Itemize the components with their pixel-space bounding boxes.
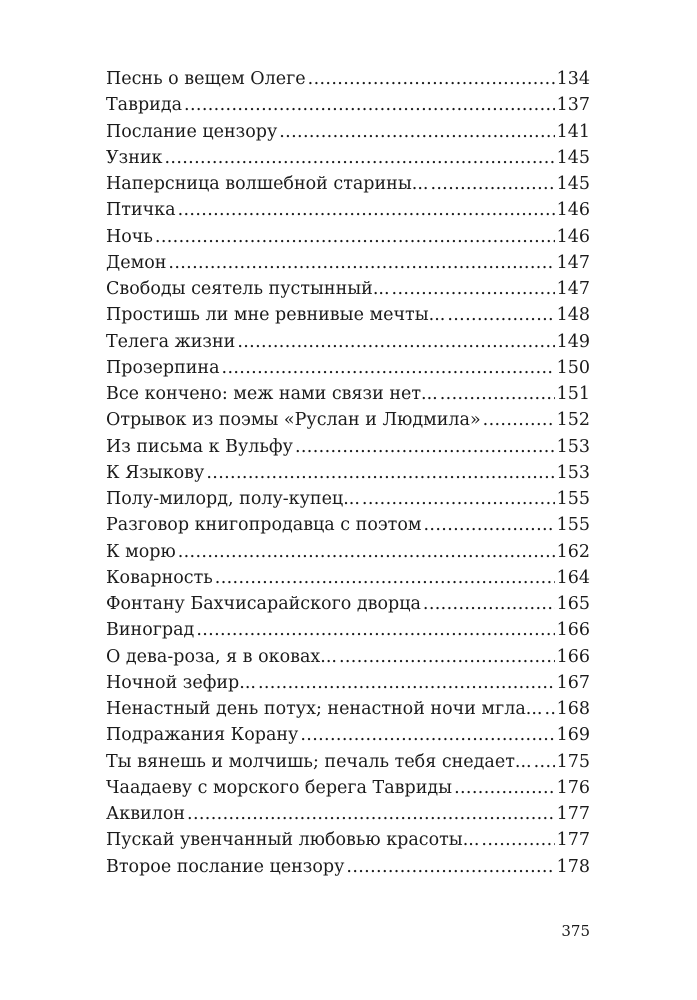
dot-leader — [392, 276, 555, 302]
dot-leader — [454, 775, 555, 801]
dot-leader — [308, 66, 555, 92]
toc-entry-title: Таврида — [106, 95, 183, 116]
toc-entry — [106, 512, 590, 538]
dot-leader — [544, 696, 554, 722]
toc-entry-title: Чаадаеву с морского берега Тавриды — [106, 777, 453, 798]
toc-entry — [106, 302, 590, 328]
toc-entry-page: 169 — [556, 725, 590, 746]
toc-entry-title: Простишь ли мне ревнивые мечты... — [106, 305, 446, 326]
toc-entry-title: Послание цензору — [106, 121, 278, 142]
toc-entry-page: 145 — [556, 174, 590, 194]
toc-entry — [106, 539, 590, 565]
toc-entry-page: 148 — [556, 305, 590, 326]
dot-leader — [164, 145, 554, 171]
toc-entry — [106, 591, 590, 617]
toc-entry — [106, 250, 590, 276]
toc-entry — [106, 722, 590, 748]
toc-entry — [106, 119, 590, 145]
toc-entry — [106, 617, 590, 643]
dot-leader — [423, 591, 555, 617]
dot-leader — [534, 749, 555, 775]
toc-entry-page: 152 — [556, 410, 590, 431]
toc-entry — [106, 145, 590, 171]
toc-entry-page: 177 — [556, 830, 590, 851]
toc-entry — [106, 827, 590, 853]
toc-entry-page: 137 — [556, 95, 590, 116]
toc-entry — [106, 749, 590, 775]
toc-entry — [106, 460, 590, 486]
dot-leader — [187, 801, 555, 827]
dot-leader — [481, 827, 554, 853]
toc-entry — [106, 696, 590, 722]
toc-entry-page: 175 — [556, 751, 590, 772]
dot-leader — [424, 512, 555, 538]
toc-entry-page: 178 — [556, 856, 590, 877]
dot-leader — [483, 407, 555, 433]
toc-entry — [106, 801, 590, 827]
toc-entry-title: Пускай увенчанный любовью красоты... — [106, 830, 480, 851]
dot-leader — [196, 617, 554, 643]
toc-entry-page: 146 — [556, 226, 590, 247]
toc-entry-title: К Языкову — [106, 462, 205, 483]
toc-entry-title: Фонтану Бахчисарайского дворца — [106, 594, 421, 614]
toc-entry-page: 153 — [556, 436, 590, 457]
toc-entry-title: Свободы сеятель пустынный... — [106, 279, 390, 299]
toc-entry-title: Аквилон — [106, 804, 186, 824]
dot-leader — [295, 434, 555, 460]
dot-leader — [222, 355, 555, 381]
toc-entry-title: Разговор книгопродавца с поэтом — [106, 515, 422, 536]
toc-entry — [106, 644, 590, 670]
toc-entry-title: Ты вянешь и молчишь; печаль тебя снедает... — [106, 751, 532, 772]
toc-entry — [106, 92, 590, 118]
toc-entry-title: Коварность — [106, 567, 213, 588]
toc-entry — [106, 434, 590, 460]
toc-entry-title: Прозерпина — [106, 357, 220, 378]
toc-entry-title: Виноград — [106, 620, 195, 641]
page-number: 375 — [561, 922, 590, 940]
toc-entry-title: Подражания Корану — [106, 725, 299, 746]
toc-entry — [106, 407, 590, 433]
dot-leader — [346, 854, 554, 880]
dot-leader — [206, 460, 554, 486]
toc-entry-page: 147 — [556, 252, 590, 273]
toc-entry-page: 155 — [556, 489, 590, 509]
dot-leader — [300, 722, 554, 748]
toc-entry — [106, 276, 590, 302]
toc-entry — [106, 197, 590, 223]
toc-entry-page: 167 — [556, 672, 590, 693]
toc-entry — [106, 486, 590, 512]
toc-entry-page: 141 — [556, 121, 590, 142]
table-of-contents — [106, 66, 590, 880]
toc-entry-title: Ночь — [106, 226, 153, 247]
toc-entry-page: 150 — [556, 357, 590, 378]
toc-entry-title: Второе послание цензору — [106, 856, 345, 877]
toc-entry-title: Узник — [106, 147, 163, 168]
toc-entry-title: Демон — [106, 252, 167, 273]
dot-leader — [258, 670, 555, 696]
dot-leader — [178, 539, 555, 565]
toc-entry-page: 149 — [556, 331, 590, 352]
toc-entry-page: 166 — [556, 620, 590, 641]
toc-entry-page: 164 — [556, 567, 590, 588]
toc-entry-title: Песнь о вещем Олеге — [106, 69, 306, 89]
toc-entry-title: Полу-милорд, полу-купец... — [106, 489, 360, 509]
toc-entry-title: Все кончено: меж нами связи нет... — [106, 384, 438, 404]
dot-leader — [362, 486, 555, 512]
dot-leader — [215, 565, 555, 591]
toc-entry-page: 151 — [556, 384, 590, 404]
toc-entry-page: 166 — [556, 646, 590, 667]
toc-entry-title: Из письма к Вульфу — [106, 436, 293, 457]
dot-leader — [178, 197, 555, 223]
toc-entry-page: 134 — [556, 69, 590, 89]
toc-entry-page: 145 — [556, 147, 590, 168]
toc-entry-title: О дева-роза, я в оковах... — [106, 646, 337, 667]
dot-leader — [447, 302, 554, 328]
toc-entry — [106, 854, 590, 880]
toc-entry — [106, 224, 590, 250]
dot-leader — [339, 644, 555, 670]
dot-leader — [168, 250, 554, 276]
toc-entry — [106, 171, 590, 197]
toc-entry-title: Наперсница волшебной старины... — [106, 174, 429, 194]
dot-leader — [279, 119, 554, 145]
toc-entry — [106, 775, 590, 801]
toc-entry-page: 147 — [556, 279, 590, 299]
toc-entry-title: Птичка — [106, 200, 176, 221]
toc-entry-page: 168 — [556, 699, 590, 719]
toc-entry-title: Телега жизни — [106, 331, 236, 352]
toc-entry-page: 177 — [556, 804, 590, 824]
dot-leader — [440, 381, 555, 407]
dot-leader — [237, 329, 554, 355]
toc-entry — [106, 355, 590, 381]
toc-entry — [106, 565, 590, 591]
toc-entry-page: 155 — [556, 515, 590, 536]
toc-entry-title: Ночной зефир... — [106, 672, 256, 693]
toc-entry — [106, 670, 590, 696]
toc-entry-page: 176 — [556, 777, 590, 798]
toc-entry-page: 165 — [556, 594, 590, 614]
toc-entry — [106, 66, 590, 92]
dot-leader — [430, 171, 554, 197]
toc-entry — [106, 329, 590, 355]
toc-entry-page: 146 — [556, 200, 590, 221]
toc-entry-title: Отрывок из поэмы «Руслан и Людмила» — [106, 410, 481, 431]
toc-entry-page: 153 — [556, 462, 590, 483]
dot-leader — [155, 224, 555, 250]
toc-entry — [106, 381, 590, 407]
toc-entry-title: Ненастный день потух; ненастной ночи мгла... — [106, 699, 543, 719]
toc-entry-title: К морю — [106, 541, 176, 562]
dot-leader — [184, 92, 555, 118]
toc-entry-page: 162 — [556, 541, 590, 562]
